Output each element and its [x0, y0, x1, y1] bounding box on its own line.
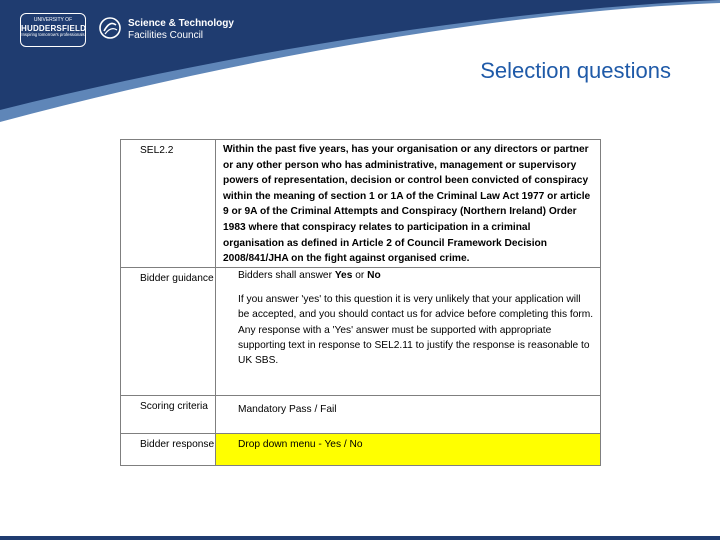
guidance-answer-line — [238, 268, 594, 283]
slide-title: Selection questions — [480, 58, 671, 83]
bidder-guidance-text — [216, 267, 601, 395]
table-row — [121, 395, 601, 433]
bidder-guidance-label: Bidder guidance — [121, 267, 216, 395]
huddersfield-logo-tagline: Inspiring tomorrow's professionals — [21, 32, 85, 37]
guidance-no: No — [367, 269, 381, 281]
guidance-detail: If you answer 'yes' to this question it is very unlikely that your application will be accepted, and you should contact us for advice before completing this form. Any response with a 'Yes' answer must be supported with appropriate supporting text in response to SEL2.11 to justify the response is reasonable to UK SBS. — [238, 294, 594, 367]
guidance-or: or — [352, 269, 368, 281]
stfc-wordmark — [128, 18, 234, 42]
stfc-emblem-icon — [98, 16, 122, 40]
stfc-line1: Science & Technology — [128, 18, 234, 29]
guidance-answer-pre: Bidders shall answer — [238, 269, 335, 281]
footer-line — [0, 536, 720, 540]
huddersfield-logo-name: HUDDERSFIELD — [21, 23, 87, 33]
huddersfield-logo-small: UNIVERSITY OF — [33, 17, 73, 23]
table-row — [121, 433, 601, 465]
bidder-response-label: Bidder response — [121, 433, 216, 465]
guidance-yes: Yes — [334, 269, 353, 281]
scoring-criteria-value: Mandatory Pass / Fail — [216, 395, 601, 433]
table-row — [121, 140, 601, 268]
stfc-line2: Facilities Council — [128, 30, 204, 41]
scoring-criteria-label: Scoring criteria — [121, 395, 216, 433]
selection-question-table — [120, 139, 601, 466]
question-id-label: SEL2.2 — [121, 140, 216, 268]
bidder-response-dropdown[interactable]: Drop down menu - Yes / No — [216, 433, 601, 465]
huddersfield-logo — [20, 13, 86, 47]
question-text: Within the past five years, has your organisation or any directors or partner or any other person who has administrative, management or supervisory powers of representation, decision or control been convicted of conspiracy within the meaning of section 1 or 1A of the Criminal Law Act 1977 or article 9 or 9A of the Criminal Attempts and Conspiracy (Northern Ireland) Order 1983 where that conspiracy relates to participation in a criminal organisation as defined in Article 2 of Council Framework Decision 2008/841/JHA on the fight against organised crime. — [216, 140, 601, 268]
table-row — [121, 267, 601, 395]
